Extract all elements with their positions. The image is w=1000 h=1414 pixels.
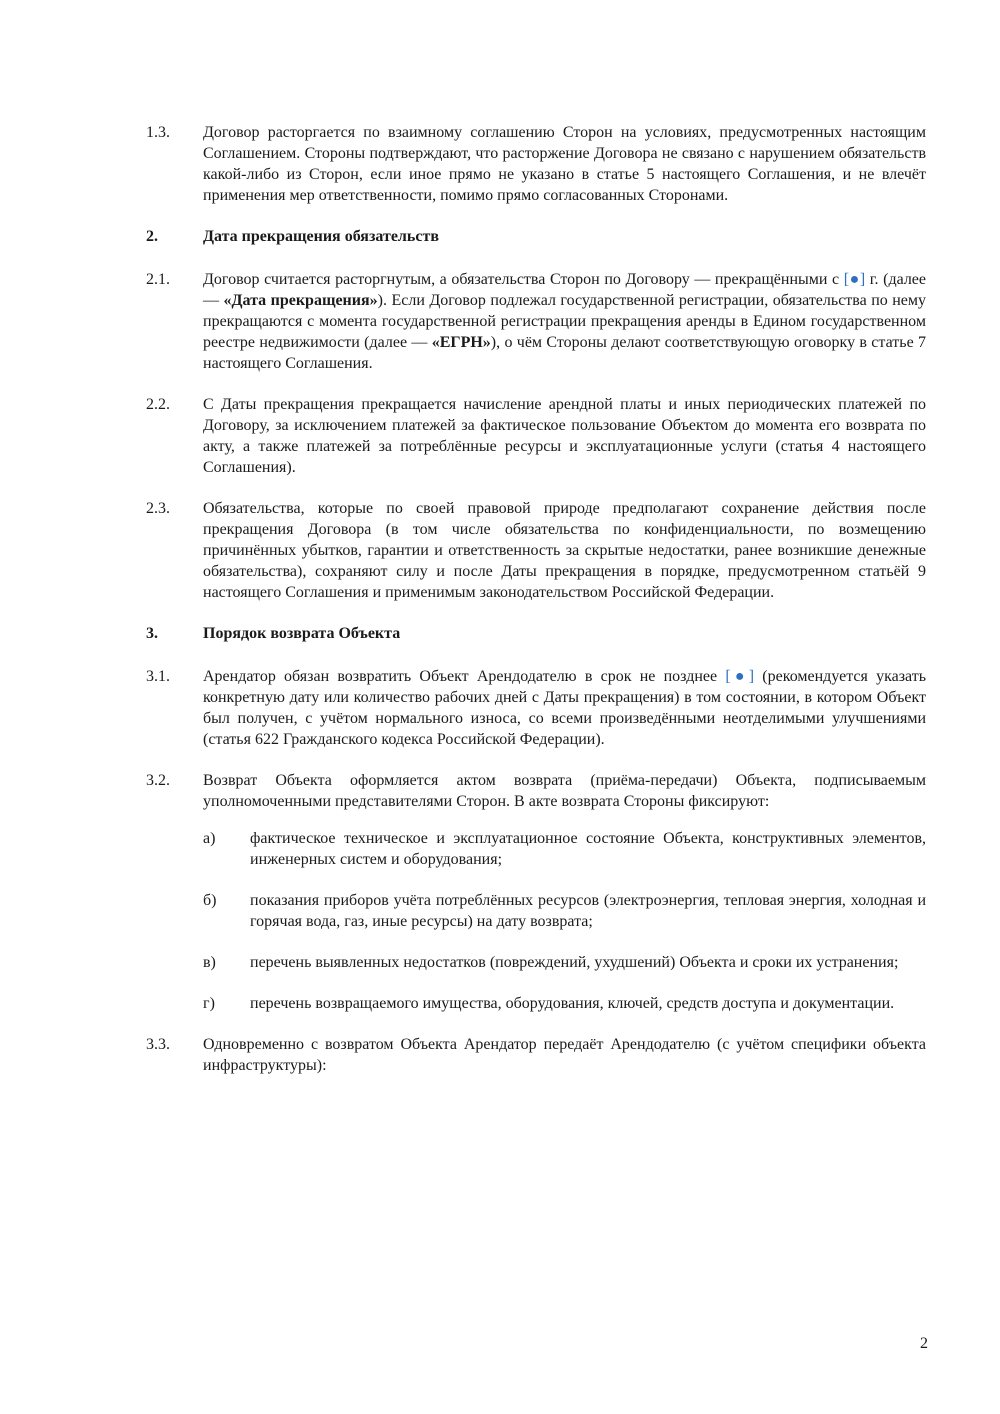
item-text: перечень возвращаемого имущества, оборудования, ключей, средств доступа и документации. <box>250 995 895 1012</box>
section-number: 2. <box>146 228 158 245</box>
clause-3-2 <box>146 770 926 812</box>
clause-number: 3.1. <box>146 668 170 685</box>
clause-2-3 <box>146 498 926 603</box>
clause-text: Договор расторгается по взаимному соглашению Сторон на условиях, предусмотренных настоящим Соглашением. Стороны подтверждают, что расторжение Договора не связано с нарушением обязательств какой-либо из Сторон, если иное прямо не указано в статье 5 настоящего Соглашения, и не влечёт применения мер ответственности, помимо прямо согласованных Сторонами. <box>203 124 926 204</box>
document-body <box>146 122 926 1096</box>
item-letter: в) <box>203 954 216 971</box>
list-item <box>203 993 926 1014</box>
defined-term: «Дата прекращения» <box>223 292 378 309</box>
text-segment: Арендатор обязан возвратить Объект Арендодателю в срок не позднее <box>203 668 726 685</box>
section-number: 3. <box>146 625 158 642</box>
clause-number: 2.2. <box>146 396 170 413</box>
item-letter: б) <box>203 892 217 909</box>
list-item <box>203 828 926 870</box>
item-text: показания приборов учёта потреблённых ресурсов (электроэнергия, тепловая энергия, холодная и горячая вода, газ, иные ресурсы) на дату возврата; <box>250 892 926 930</box>
page-number: 2 <box>920 1335 928 1352</box>
clause-2-1 <box>146 269 926 374</box>
clause-3-1 <box>146 666 926 750</box>
section-heading-2 <box>146 226 926 247</box>
clause-number: 2.3. <box>146 500 170 517</box>
section-title: Порядок возврата Объекта <box>203 625 401 642</box>
clause-number: 1.3. <box>146 124 170 141</box>
clause-text: С Даты прекращения прекращается начисление арендной платы и иных периодических платежей по Договору, за исключением платежей за фактическое пользование Объектом до момента его возврата по акту, а также платежей за потреблённые ресурсы и эксплуатационные услуги (статья 4 настоящего Соглашения). <box>203 396 926 476</box>
text-segment: Договор считается расторгнутым, а обязательства Сторон по Договору — прекращёнными с <box>203 271 844 288</box>
item-text: перечень выявленных недостатков (повреждений, ухудшений) Объекта и сроки их устранения; <box>250 954 899 971</box>
clause-text <box>203 666 926 750</box>
section-title: Дата прекращения обязательств <box>203 228 439 245</box>
text-segment: ), о чём Стороны делают соответствующую оговорку в статье 7 настоящего Соглашения. <box>203 334 926 372</box>
item-letter: г) <box>203 995 215 1012</box>
list-item <box>203 952 926 973</box>
defined-term: «ЕГРН» <box>431 334 491 351</box>
clause-3-2-items <box>203 828 926 1014</box>
section-heading-3 <box>146 623 926 644</box>
clause-2-2 <box>146 394 926 478</box>
clause-1-3 <box>146 122 926 206</box>
text-segment: г. (далее — <box>203 271 927 309</box>
clause-number: 2.1. <box>146 271 170 288</box>
clause-text <box>203 269 926 374</box>
clause-text: Одновременно с возвратом Объекта Арендатор передаёт Арендодателю (с учётом специфики объекта инфраструктуры): <box>203 1036 926 1074</box>
clause-text: Обязательства, которые по своей правовой природе предполагают сохранение действия после прекращения Договора (в том числе обязательства по конфиденциальности, по возмещению причинённых убытков, гарантии и ответственность за скрытые недостатки, ранее возникшие денежные обязательства), сохраняют силу и после Даты прекращения в порядке, предусмотренном статьёй 9 настоящего Соглашения и применимым законодательством Российской Федерации. <box>203 500 926 601</box>
clause-text: Возврат Объекта оформляется актом возврата (приёма-передачи) Объекта, подписываемым уполномоченными представителями Сторон. В акте возврата Стороны фиксируют: <box>203 772 926 810</box>
text-segment: ). Если Договор подлежал государственной регистрации, обязательства по нему прекращаются с момента государственной регистрации прекращения аренды в Едином государственном реестре недвижимости (далее — <box>203 292 927 351</box>
deadline-placeholder: [●] <box>725 668 755 685</box>
clause-number: 3.3. <box>146 1036 170 1053</box>
date-placeholder: [●] <box>843 271 866 288</box>
clause-number: 3.2. <box>146 772 170 789</box>
item-text: фактическое техническое и эксплуатационное состояние Объекта, конструктивных элементов, инженерных систем и оборудования; <box>250 830 926 868</box>
clause-3-3 <box>146 1034 926 1076</box>
text-segment: (рекомендуется указать конкретную дату или количество рабочих дней с Даты прекращения) в том состоянии, в котором Объект был получен, с учётом нормального износа, со всеми произведёнными неотделимыми улучшениями (статья 622 Гражданского кодекса Российской Федерации). <box>203 668 926 748</box>
list-item <box>203 890 926 932</box>
item-letter: а) <box>203 830 216 847</box>
